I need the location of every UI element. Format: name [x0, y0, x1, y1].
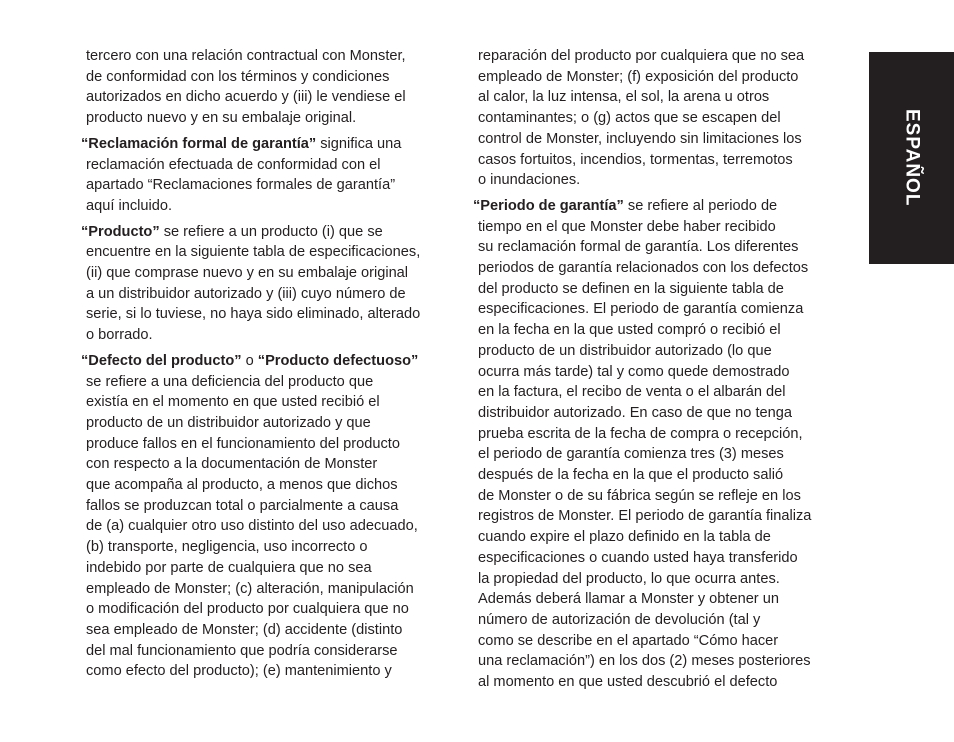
- definition-first-line: [81, 351, 449, 372]
- text-line: número de autorización de devolución (tal y: [478, 611, 761, 628]
- text-line: producto de un distribuidor autorizado (lo que: [478, 342, 772, 359]
- defined-term: “Reclamación formal de garantía”: [81, 135, 317, 152]
- text-line: aquí incluido.: [86, 197, 173, 214]
- text-line: empleado de Monster; (c) alteración, manipulación: [86, 580, 414, 597]
- definition-text: se refiere al periodo de: [623, 197, 778, 214]
- text-line: ocurra más tarde) tal y como quede demostrado: [478, 363, 790, 380]
- right-column: [473, 46, 841, 693]
- text-line: se refiere a una deficiencia del producto que: [86, 373, 374, 390]
- text-line: control de Monster, incluyendo sin limitaciones los: [478, 130, 802, 147]
- text-line: Además deberá llamar a Monster y obtener un: [478, 591, 779, 608]
- text-line: al calor, la luz intensa, el sol, la arena u otros: [478, 89, 770, 106]
- text-line: su reclamación formal de garantía. Los diferentes: [478, 239, 799, 256]
- text-line: de conformidad con los términos y condiciones: [86, 68, 390, 85]
- definition-first-line: [81, 134, 449, 155]
- definition-product-defect: [81, 351, 449, 682]
- definition-first-line: [81, 222, 449, 243]
- text-line: como se describe en el apartado “Cómo hacer: [478, 632, 779, 649]
- text-line: (b) transporte, negligencia, uso incorrecto o: [86, 539, 368, 556]
- text-line: especificaciones o cuando usted haya transferido: [478, 549, 798, 566]
- text-line: registros de Monster. El periodo de garantía finaliza: [478, 508, 812, 525]
- text-line: producto de un distribuidor autorizado y que: [86, 414, 371, 431]
- text-line: una reclamación”) en los dos (2) meses posteriores: [478, 653, 811, 670]
- text-line: de (a) cualquier otro uso distinto del uso adecuado,: [86, 518, 418, 535]
- text-line: del mal funcionamiento que podría considerarse: [86, 642, 398, 659]
- text-line: tiempo en el que Monster debe haber recibido: [478, 218, 776, 235]
- text-line: indebido por parte de cualquiera que no sea: [86, 559, 372, 576]
- text-line: empleado de Monster; (f) exposición del producto: [478, 68, 799, 85]
- text-line: distribuidor autorizado. En caso de que no tenga: [478, 404, 792, 421]
- definition-text: significa una: [316, 135, 402, 152]
- text-line: especificaciones. El periodo de garantía comienza: [478, 301, 804, 318]
- defined-term: “Defecto del producto”: [81, 352, 242, 369]
- left-column: [81, 46, 449, 682]
- text-line: prueba escrita de la fecha de compra o recepción,: [478, 425, 803, 442]
- text-line: autorizados en dicho acuerdo y (iii) le vendiese el: [86, 89, 406, 106]
- text-line: la propiedad del producto, lo que ocurra antes.: [478, 570, 780, 587]
- text-line: o borrado.: [86, 327, 153, 344]
- definition-text: se refiere a un producto (i) que se: [159, 223, 383, 240]
- text-line: que acompaña al producto, a menos que dichos: [86, 477, 398, 494]
- text-line: con respecto a la documentación de Monster: [86, 456, 378, 473]
- definition-formal-warranty-claim: [81, 134, 449, 217]
- text-line: después de la fecha en la que el producto salió: [478, 467, 784, 484]
- text-line: apartado “Reclamaciones formales de garantía”: [86, 177, 396, 194]
- text-line: produce fallos en el funcionamiento del producto: [86, 435, 400, 452]
- text-line: (ii) que comprase nuevo y en su embalaje original: [86, 265, 409, 282]
- paragraph-continuation: [473, 46, 841, 191]
- definition-first-line: [473, 196, 841, 217]
- text-line: el periodo de garantía comienza tres (3) meses: [478, 446, 784, 463]
- language-tab-label: ESPAÑOL: [901, 109, 923, 207]
- text-line: o inundaciones.: [478, 172, 581, 189]
- text-line: reclamación efectuada de conformidad con el: [86, 156, 381, 173]
- paragraph-continuation: [81, 46, 449, 129]
- text-line: casos fortuitos, incendios, tormentas, terremotos: [478, 151, 793, 168]
- definition-connector: o: [241, 352, 258, 369]
- text-line: fallos se produzcan total o parcialmente a causa: [86, 497, 399, 514]
- text-line: producto nuevo y en su embalaje original.: [86, 110, 357, 127]
- text-line: sea empleado de Monster; (d) accidente (distinto: [86, 621, 403, 638]
- text-line: al momento en que usted descubrió el defecto: [478, 674, 778, 691]
- text-line: cuando expire el plazo definido en la tabla de: [478, 529, 771, 546]
- text-line: reparación del producto por cualquiera que no sea: [478, 48, 805, 64]
- text-line: contaminantes; o (g) actos que se escapen del: [478, 110, 781, 127]
- definition-product: [81, 222, 449, 346]
- defined-term: “Producto”: [81, 223, 160, 240]
- text-line: como efecto del producto); (e) mantenimiento y: [86, 663, 392, 680]
- text-line: del producto se definen en la siguiente tabla de: [478, 280, 784, 297]
- text-line: de Monster o de su fábrica según se refleje en los: [478, 487, 801, 504]
- defined-term: “Producto defectuoso”: [257, 352, 419, 369]
- text-line: encuentre en la siguiente tabla de especificaciones,: [86, 244, 421, 261]
- text-line: o modificación del producto por cualquiera que no: [86, 601, 409, 618]
- text-line: en la factura, el recibo de venta o el albarán del: [478, 384, 786, 401]
- text-line: serie, si lo tuviese, no haya sido eliminado, alterado: [86, 306, 421, 323]
- language-tab: [869, 52, 954, 264]
- defined-term: “Periodo de garantía”: [473, 197, 624, 214]
- text-line: existía en el momento en que usted recibió el: [86, 394, 380, 411]
- text-line: en la fecha en la que usted compró o recibió el: [478, 322, 781, 339]
- text-line: tercero con una relación contractual con Monster,: [86, 48, 406, 64]
- text-line: periodos de garantía relacionados con los defectos: [478, 260, 809, 277]
- definition-warranty-period: [473, 196, 841, 693]
- text-line: a un distribuidor autorizado y (iii) cuyo número de: [86, 285, 406, 302]
